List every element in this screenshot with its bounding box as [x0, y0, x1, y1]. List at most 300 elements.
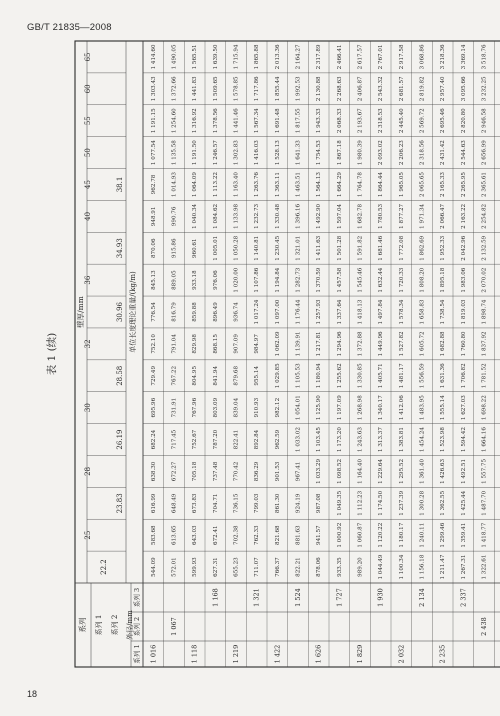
mass-value: 2 163.22: [460, 203, 467, 229]
od-series1: 1 422: [273, 644, 282, 664]
mass-value: 1 483.95: [419, 395, 426, 421]
mass-value: 1 411.63: [316, 235, 323, 261]
mass-value: 1 971.34: [419, 203, 426, 229]
mass-value: 861.30: [274, 493, 281, 514]
mass-value: 1 441.83: [192, 76, 199, 102]
mass-value: 2 543.32: [378, 76, 385, 102]
od-series1: 1 118: [190, 644, 199, 664]
wall-value-series1: 65: [84, 52, 92, 62]
mass-value: 955.14: [254, 365, 261, 386]
mass-value: 2 132.59: [481, 235, 488, 261]
mass-value: 1 257.93: [316, 299, 323, 325]
mass-value: 845.13: [150, 270, 157, 290]
mass-value: 1 965.05: [398, 172, 405, 197]
mass-value: 933.35: [336, 557, 343, 577]
mass-value: 1 808.20: [419, 267, 426, 293]
mass-value: 1 322.61: [481, 554, 488, 580]
mass-value: 990.76: [171, 206, 178, 227]
mass-value: 1 040.34: [192, 203, 199, 229]
table-title: 表 1 (续): [46, 332, 58, 376]
mass-value: 627.31: [212, 557, 219, 577]
mass-value: 599.93: [192, 557, 199, 577]
mass-value: 2 365.61: [481, 172, 488, 197]
mass-value: 1 781.52: [481, 363, 488, 389]
mass-value: 987.08: [316, 493, 323, 514]
mass-value: 1 864.44: [378, 172, 385, 197]
mass-value: 804.95: [192, 365, 199, 386]
mass-value: 1 658.83: [419, 299, 426, 325]
mass-value: 803.09: [212, 397, 219, 418]
mass-value: 1 302.83: [233, 140, 240, 166]
mass-value: 2 268.63: [336, 76, 343, 102]
mass-value: 2 254.82: [481, 203, 488, 229]
mass-value: 1 100.34: [398, 554, 405, 580]
wall-value-series2: 22.2: [100, 559, 108, 575]
mass-value: 1 268.98: [357, 395, 364, 421]
mass-value: 648.49: [171, 493, 178, 514]
mass-value: 2 318.56: [419, 140, 426, 166]
mass-value: 638.30: [150, 461, 157, 482]
mass-value: 901.53: [274, 461, 281, 482]
mass-value: 1 557.75: [481, 458, 488, 484]
wall-value-series3: 28.58: [116, 365, 124, 386]
mass-value: 791.04: [171, 334, 178, 354]
mass-value: 822.21: [295, 557, 302, 577]
mass-value: 1 240.11: [419, 522, 426, 548]
mass-value: 1 180.17: [398, 522, 405, 548]
mass-value: 717.45: [171, 429, 178, 450]
mass-value: 704.71: [212, 493, 219, 514]
mass-value: 762.33: [254, 525, 261, 545]
mass-value: 960.61: [192, 238, 199, 259]
mass-value: 1 300.28: [419, 490, 426, 516]
mass-value: 915.86: [171, 238, 178, 259]
mass-value: 1 077.54: [150, 140, 157, 166]
mass-value: 1 578.34: [398, 299, 405, 325]
mass-value: 729.49: [150, 365, 157, 386]
mass-value: 1 313.37: [378, 427, 385, 452]
mass-value: 2 431.42: [440, 140, 447, 166]
mass-value: 1 084.62: [212, 203, 219, 229]
mass-value: 1 639.50: [212, 44, 219, 70]
mass-value: 1 113.22: [212, 172, 219, 197]
mass-value: 2 065.65: [419, 172, 426, 197]
mass-value: 1 837.92: [481, 331, 488, 357]
mass-value: 822.41: [233, 429, 240, 450]
mass-value: 1 414.60: [150, 44, 157, 70]
mass-value: 1 605.72: [419, 331, 426, 357]
mass-value: 1 255.62: [336, 363, 343, 389]
mass-value: 1 463.51: [295, 172, 302, 197]
mass-value: 1 862.69: [419, 235, 426, 261]
mass-value: 1 370.59: [316, 267, 323, 293]
mass-value: 1 316.92: [192, 108, 199, 134]
mass-value: 1 191.50: [192, 140, 199, 166]
mass-value: 1 363.11: [274, 172, 281, 197]
mass-value: 2 406.87: [357, 76, 364, 102]
mass-value: 1 698.22: [481, 395, 488, 421]
mass-value: 821.68: [274, 525, 281, 545]
mass-value: 1 033.02: [295, 427, 302, 452]
mass-value: 1 383.81: [398, 427, 405, 452]
mass-value: 1 062.09: [274, 331, 281, 357]
mass-value: 1 412.06: [398, 395, 405, 421]
mass-value: 1 246.57: [212, 140, 219, 166]
mass-value: 1 372.66: [171, 76, 178, 102]
mass-value: 643.03: [192, 525, 199, 545]
mass-value: 1 764.78: [357, 172, 364, 197]
mass-value: 836.29: [254, 461, 261, 482]
series1-label: 系列 1: [95, 614, 103, 636]
mass-value: 1 197.09: [336, 395, 343, 421]
mass-value: 2 569.72: [419, 108, 426, 134]
mass-value: 1 632.44: [378, 267, 385, 293]
mass-value: 1 545.46: [357, 267, 364, 293]
mass-value: 3 095.66: [460, 76, 467, 102]
mass-value: 2 957.40: [440, 76, 447, 102]
mass-value: 1 528.13: [274, 140, 281, 166]
mass-value: 1 014.93: [171, 172, 178, 197]
mass-value: 1 337.64: [336, 299, 343, 325]
mass-value: 1 641.33: [295, 140, 302, 166]
mass-value: 3 518.76: [481, 44, 488, 70]
mass-value: 1 760.80: [460, 331, 467, 357]
mass-value: 1 054.01: [295, 395, 302, 421]
od-series1: 1 829: [356, 644, 364, 664]
mass-value: 1 098.52: [336, 458, 343, 484]
mass-value: 1 173.20: [336, 427, 343, 452]
wall-value-series3: 23.83: [116, 493, 124, 514]
mass-value: 1 556.59: [419, 363, 426, 389]
mass-value: 1 487.70: [481, 490, 488, 516]
mass-value: 1 230.45: [274, 235, 281, 261]
od-series2: 1 067: [170, 617, 178, 636]
mass-value: 799.03: [254, 493, 261, 514]
mass-value: 1 877.27: [398, 203, 405, 229]
mass-value: 967.41: [295, 461, 302, 482]
mass-value: 1 164.40: [357, 458, 364, 484]
mass-value: 878.06: [316, 557, 323, 577]
mass-value: 2 066.47: [440, 203, 447, 229]
od-series3: 1 930: [376, 588, 385, 607]
mass-value: 1 180.94: [316, 363, 323, 389]
mass-value: 879.68: [233, 365, 240, 386]
mass-value: 1 020.00: [233, 267, 240, 293]
mass-value: 787.20: [212, 429, 219, 450]
mass-value: 839.04: [233, 397, 240, 418]
mass-value: 1 591.82: [357, 235, 364, 261]
mass-value: 868.15: [212, 334, 219, 354]
mass-value: 933.18: [192, 270, 199, 290]
mass-value: 1 229.64: [378, 458, 385, 484]
mass-value: 767.96: [192, 397, 199, 418]
mass-value: 1 033.29: [316, 458, 323, 484]
od-series1: 1 016: [149, 644, 158, 664]
mass-value: 695.96: [150, 397, 157, 418]
mass-value: 1 254.60: [171, 108, 178, 134]
mass-value: 1 501.28: [336, 235, 343, 261]
mass-value: 3 218.36: [440, 44, 447, 70]
document-header: GB/T 21835—2008: [27, 22, 112, 33]
mass-value: 1 359.41: [460, 522, 467, 548]
page-number: 18: [27, 689, 38, 699]
mass-value: 936.74: [233, 302, 240, 322]
mass-value: 2 013.36: [274, 44, 281, 70]
mass-value: 1 772.08: [398, 235, 405, 261]
mass-value: 2 820.80: [460, 108, 467, 134]
mass-value: 1 340.17: [378, 395, 385, 421]
mass-value: 2 093.02: [378, 140, 385, 166]
mass-value: 1 497.84: [378, 299, 385, 325]
mass-value: 1 992.53: [295, 76, 302, 102]
mass-value: 1 237.39: [398, 490, 405, 516]
mass-value: 1 217.81: [316, 331, 323, 357]
mass-value: 1 817.55: [295, 108, 302, 134]
mass-value: 1 267.31: [460, 554, 467, 580]
mass-value: 910.93: [254, 397, 261, 418]
wall-value-series1: 40: [84, 211, 92, 221]
mass-value: 1 416.03: [254, 140, 261, 166]
wall-value-series1: 36: [84, 275, 92, 285]
wall-value-series3: 38.1: [116, 176, 124, 193]
mass-value: 1 125.90: [316, 395, 323, 421]
mass-value: 2 681.57: [398, 76, 405, 102]
od-series3: 1 524: [294, 588, 302, 607]
mass-value: 3 369.14: [460, 44, 467, 70]
mass-value: 673.83: [192, 493, 199, 514]
mass-value: 1 050.28: [233, 235, 240, 261]
mass-value: 766.37: [274, 557, 281, 577]
series2-label: 系列 2: [111, 614, 119, 636]
mass-value: 572.01: [171, 557, 178, 577]
mass-value: 1 509.65: [212, 76, 219, 102]
mass-value: 2 130.88: [316, 76, 323, 102]
mass-value: 1 664.16: [481, 427, 488, 452]
mass-value: 2 917.58: [398, 44, 405, 70]
mass-value: 1 664.29: [336, 172, 343, 197]
mass-value: 1 492.51: [460, 458, 467, 484]
mass-value: 2 206.23: [398, 140, 405, 166]
mass-value: 841.94: [212, 365, 219, 386]
od-series2-col-label: 系列 2: [133, 616, 141, 637]
mass-value: 1 426.63: [440, 458, 447, 484]
mass-value: 1 330.48: [274, 203, 281, 229]
mass-value: 2 193.67: [357, 108, 364, 134]
mass-value: 1 282.73: [295, 267, 302, 293]
mass-value: 1 682.78: [357, 203, 364, 229]
mass-value: 2 318.53: [378, 108, 385, 134]
wall-value-series1: 32: [84, 339, 92, 349]
mass-value: 2 466.41: [336, 44, 343, 70]
mass-value: 672.41: [212, 525, 219, 545]
mass-value: 1 044.49: [378, 554, 385, 580]
mass-value: 982.12: [274, 397, 281, 418]
mass-value: 1 139.91: [295, 331, 302, 357]
mass-value: 544.09: [150, 557, 157, 577]
mass-value: 1 492.90: [316, 203, 323, 229]
mass-value: 1 163.40: [233, 172, 240, 197]
od-series1: 2 235: [438, 644, 447, 664]
wall-value-series3: 30.96: [116, 301, 124, 323]
rotated-table: [45, 41, 500, 667]
series-header: 系列: [78, 617, 87, 633]
mass-value: 655.23: [233, 557, 240, 577]
mass-value: 752.10: [150, 334, 157, 354]
mass-value: 1 564.13: [316, 172, 323, 197]
mass-value: 881.63: [295, 525, 302, 545]
mass-value: 1 112.23: [357, 490, 364, 516]
mass-value: 2 317.89: [316, 44, 323, 70]
mass-value: 1 980.39: [357, 140, 364, 166]
mass-value: 1 457.58: [336, 267, 343, 293]
mass-value: 1 754.53: [316, 140, 323, 166]
mass-value: 1 983.06: [460, 267, 467, 293]
mass-value: 924.19: [295, 493, 302, 514]
mass-value: 2 265.95: [460, 172, 467, 197]
mass-value: 1 855.44: [274, 76, 281, 102]
mass-value: 2 946.58: [481, 108, 488, 134]
mass-value: 672.27: [171, 461, 178, 482]
mass-value: 1 578.85: [233, 76, 240, 102]
mass-value: 1 135.58: [171, 140, 178, 166]
od-series1: 1 626: [314, 644, 323, 664]
mass-value: 1 418.13: [357, 299, 364, 325]
mass-value: 962.59: [274, 429, 281, 450]
mass-value: 767.22: [171, 365, 178, 386]
wall-value-series1: 28: [84, 466, 92, 476]
mass-value: 1 156.18: [419, 554, 426, 580]
mass-value: 816.79: [171, 302, 178, 322]
mass-value: 1 597.04: [336, 203, 343, 229]
mass-value: 1 691.48: [274, 108, 281, 134]
mass-value: 1 715.94: [233, 44, 240, 70]
wall-value-series1: 25: [84, 530, 92, 540]
od-series3: 1 727: [335, 588, 344, 607]
mass-value: 583.68: [150, 525, 157, 545]
mass-value: 1 682.88: [440, 331, 447, 357]
mass-value: 1 140.81: [254, 235, 261, 261]
mass-value: 1 867.18: [336, 140, 343, 166]
od-label: 外径/mm: [126, 610, 134, 640]
mass-value: 2 445.40: [398, 108, 405, 134]
mass-value: 1 527.82: [398, 331, 405, 357]
mass-value: 1 060.87: [357, 522, 364, 548]
mass-value: 1 243.63: [357, 427, 364, 452]
mass-value: 1 717.86: [254, 76, 261, 102]
mass-value: 770.42: [233, 461, 240, 482]
mass-value: 2 165.33: [440, 172, 447, 197]
mass-value: 1 819.03: [460, 299, 467, 325]
wall-value-series1: 30: [84, 403, 92, 413]
mass-value: 2 068.33: [336, 108, 343, 134]
mass-value: 702.38: [233, 525, 240, 545]
mass-value: 1 780.53: [378, 203, 385, 229]
mass-value: 776.54: [150, 302, 157, 322]
mass-value: 1 952.33: [440, 235, 447, 261]
mass-value: 892.84: [254, 429, 261, 450]
mass-value: 613.65: [171, 525, 178, 545]
mass-value: 705.18: [192, 461, 199, 482]
mass-value: 1 454.24: [419, 427, 426, 452]
mass-value: 1 176.44: [295, 299, 302, 325]
mass-value: 1 405.71: [378, 363, 385, 389]
mass-value: 1 396.16: [295, 203, 302, 229]
wall-value-series1: 50: [84, 148, 92, 158]
mass-value: 896.49: [212, 302, 219, 322]
mass-value: 3 068.86: [419, 44, 426, 70]
mass-value: 941.57: [316, 525, 323, 545]
mass-value: 1 898.74: [481, 299, 488, 325]
mass-value: 616.99: [150, 493, 157, 514]
mass-value: 1 449.96: [378, 331, 385, 357]
mass-value: 1 378.56: [212, 108, 219, 134]
wall-value-series1: 55: [84, 116, 92, 126]
od-series1-col-label: 系列 1: [133, 644, 141, 664]
mass-value: 1 064.09: [192, 172, 199, 197]
mass-value: 984.97: [254, 334, 261, 354]
od-series1: 2 032: [397, 644, 406, 664]
mass-value: 1 017.24: [254, 299, 261, 325]
od-series3: 2 337: [459, 588, 468, 607]
mass-value: 1 372.88: [357, 331, 364, 357]
mass-value: 1 194.84: [274, 267, 281, 293]
mass-value: 1 681.46: [378, 235, 385, 261]
mass-value: 1 049.35: [336, 490, 343, 516]
mass-value: 1 361.40: [419, 458, 426, 484]
mass-value: 1 174.50: [378, 490, 385, 516]
mass-value: 1 105.53: [295, 363, 302, 389]
mass-value: 1 425.44: [460, 490, 467, 516]
mass-value: 1 232.73: [254, 203, 261, 229]
mass-value: 1 895.18: [440, 267, 447, 293]
od-series3: 1 168: [211, 588, 220, 607]
od-series3: 2 134: [418, 588, 426, 607]
mass-value: 1 523.98: [440, 427, 447, 452]
mass-value: 1 565.51: [192, 44, 199, 70]
mass-value: 1 594.42: [460, 427, 467, 452]
mass-value: 1 490.05: [171, 44, 178, 70]
mass-value: 1 631.36: [440, 363, 447, 389]
mass-value: 1 943.33: [316, 108, 323, 134]
mass-value: 2 767.01: [378, 44, 385, 70]
mass-value: 1 627.03: [460, 395, 467, 421]
mass-value: 2 164.27: [295, 44, 302, 70]
mass-value: 1 211.47: [440, 554, 447, 580]
mass-value: 1 120.22: [378, 522, 385, 548]
mass-value: 711.07: [254, 557, 261, 577]
mass-value: 2 617.57: [357, 44, 364, 70]
mass-value: 976.06: [212, 270, 219, 290]
mass-value: 907.09: [233, 334, 240, 354]
od-series1: 1 219: [232, 644, 240, 664]
mass-value: 1 191.15: [150, 108, 157, 134]
mass-value: 1 133.98: [233, 203, 240, 229]
mass-value: 870.06: [150, 238, 157, 259]
mass-value: 737.48: [212, 461, 219, 482]
mass-value: 989.20: [357, 557, 364, 577]
mass-value: 752.67: [192, 429, 199, 450]
mass-value: 3 232.25: [481, 76, 488, 102]
mass-value: 1 481.17: [398, 363, 405, 389]
mass-value: 736.15: [233, 493, 240, 514]
mass-value: 859.88: [192, 302, 199, 322]
mass-value: 1 865.88: [254, 44, 261, 70]
mass-value: 2 695.46: [440, 108, 447, 134]
wall-value-series3: 26.19: [116, 429, 124, 450]
mass-value: 1 555.14: [440, 395, 447, 421]
wall-value-series1: 45: [84, 180, 92, 189]
mass-value: 1 321.01: [295, 235, 302, 261]
